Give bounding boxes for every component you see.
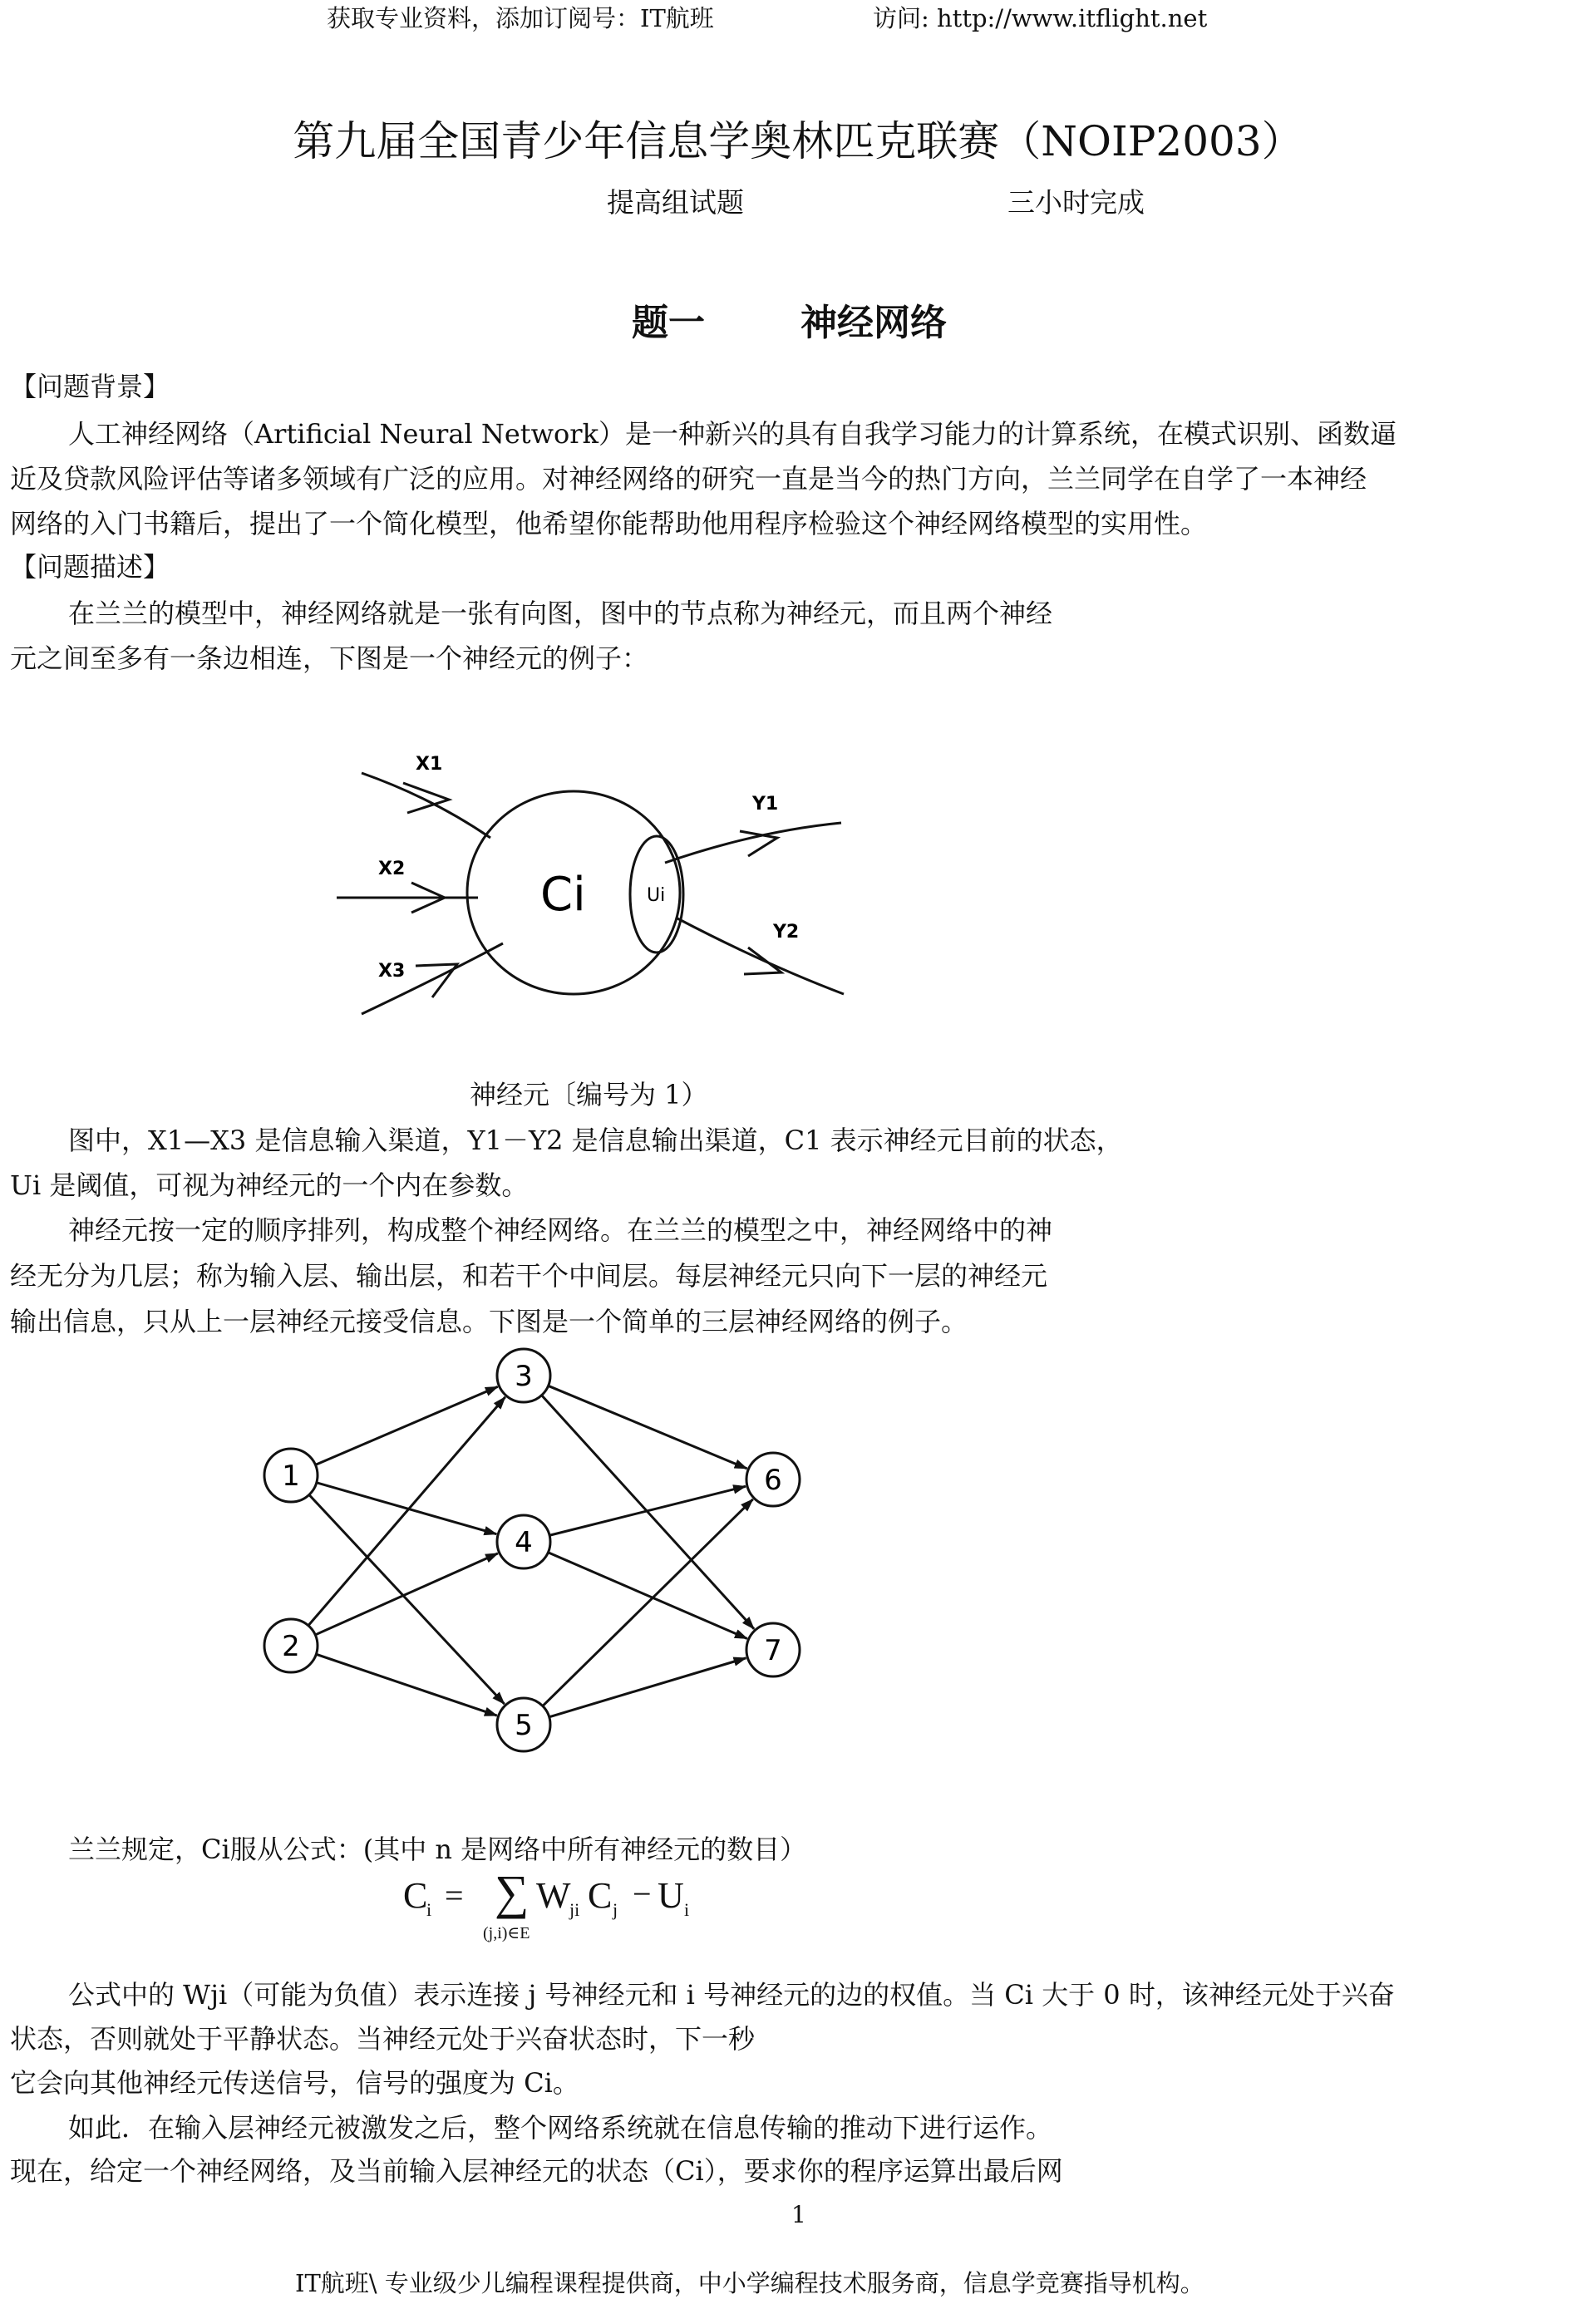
output-y1-arrow [665,823,841,863]
neuron-state-label: Ci [540,868,586,922]
page-number: 1 [791,2201,806,2228]
body-line: 图中，X1—X3 是信息输入渠道，Y1－Y2 是信息输出渠道，C1 表示神经元目前的状态， [68,1125,1123,1156]
formula-threshold-sub: i [684,1899,690,1920]
formula-intro: 兰兰规定，Ci服从公式：(其中 n 是网络中所有神经元的数目） [68,1834,807,1865]
neuron-threshold-label: Ui [647,885,666,906]
network-node-label: 5 [515,1709,533,1742]
network-edge-2-5 [316,1654,496,1716]
header-right: 访问: http://www.itflight.net [873,4,1208,32]
input-x1-label: X1 [416,754,443,775]
question-name: 神经网络 [800,302,947,344]
description-line: 在兰兰的模型中，神经网络就是一张有向图，图中的节点称为神经元，而且两个神经 [68,598,1053,629]
body-line: Ui 是阈值，可视为神经元的一个内在参数。 [10,1169,529,1201]
formula-weight: W [536,1875,571,1916]
body-line: 输出信息，只从上一层神经元接受信息。下图是一个简单的三层神经网络的例子。 [10,1306,968,1337]
formula-block [403,1866,736,1957]
body-line: 现在，给定一个神经网络，及当前输入层神经元的状态（Ci），要求你的程序运算出最后网 [10,2155,1063,2187]
footer-text: IT航班\ 专业级少儿编程课程提供商，中小学编程技术服务商，信息学竞赛指导机构。 [295,2269,1204,2297]
section-background-label: 【问题背景】 [10,371,170,402]
formula-sum-range: (j,i)∈E [483,1924,530,1942]
network-edge-1-5 [309,1494,505,1704]
network-nodes [264,1349,800,1751]
body-line: 经无分为几层；称为输入层、输出层，和若干个中间层。每层神经元只向下一层的神经元 [10,1260,1048,1292]
background-line: 网络的入门书籍后，提出了一个简化模型，他希望你能帮助他用程序检验这个神经网络模型的实用性。 [10,508,1208,539]
network-node-label: 1 [282,1460,300,1493]
formula-threshold: U [658,1875,684,1916]
network-edge-2-4 [315,1553,498,1635]
network-edge-4-6 [549,1486,746,1535]
network-node-label: 6 [764,1464,782,1497]
input-x1-arrow [362,773,490,838]
network-node-label: 2 [282,1630,300,1663]
formula-lhs: C [403,1875,428,1916]
network-edge-1-3 [315,1386,497,1465]
formula-sum-symbol: ∑ [495,1865,530,1919]
network-diagram [241,1342,823,1775]
output-y1-label: Y1 [752,794,779,815]
page-title: 第九届全国青少年信息学奥林匹克联赛（NOIP2003） [293,117,1303,165]
network-edge-3-7 [542,1396,755,1629]
formula-weight-sub: ji [569,1899,580,1920]
body-line: 状态，否则就处于平静状态。当神经元处于兴奋状态时，下一秒 [10,2023,756,2055]
network-node-label: 7 [764,1634,782,1667]
network-edge-4-7 [548,1553,746,1639]
network-edge-3-6 [549,1386,747,1469]
network-edge-1-4 [317,1483,497,1534]
formula-cj: C [588,1875,613,1916]
network-node-label: 3 [515,1360,533,1393]
section-description-label: 【问题描述】 [10,551,170,583]
network-edge-5-7 [549,1658,746,1717]
body-line: 神经元按一定的顺序排列，构成整个神经网络。在兰兰的模型之中，神经网络中的神 [68,1214,1053,1246]
question-number: 题一 [632,302,705,344]
body-line: 公式中的 Wji（可能为负值）表示连接 j 号神经元和 i 号神经元的边的权值。当 Ci 大于 0 时，该神经元处于兴奋 [68,1979,1395,2011]
input-x2-label: X2 [378,859,406,879]
formula-cj-sub: j [613,1899,618,1920]
neuron-figure-caption: 神经元〔编号为 1） [470,1079,708,1110]
output-y2-label: Y2 [773,922,800,943]
network-edge-2-3 [308,1397,505,1626]
description-line: 元之间至多有一条边相连，下图是一个神经元的例子： [10,642,649,674]
formula-lhs-sub: i [426,1899,432,1920]
neuron-diagram [324,740,864,1022]
header-left: 获取专业资料，添加订阅号：IT航班 [327,4,714,32]
background-line: 人工神经网络（Artificial Neural Network）是一种新兴的具有自我学习能力的计算系统，在模式识别、函数逼 [68,418,1396,450]
subtitle-group: 提高组试题 [607,186,744,219]
formula-equals: = [445,1877,464,1914]
background-line: 近及贷款风险评估等诸多领域有广泛的应用。对神经网络的研究一直是当今的热门方向，兰兰同学在自学了一本神经 [10,463,1367,495]
subtitle-time: 三小时完成 [1007,186,1145,219]
body-line: 它会向其他神经元传送信号，信号的强度为 Ci。 [10,2067,579,2099]
input-x3-label: X3 [378,961,406,982]
body-line: 如此．在输入层神经元被激发之后，整个网络系统就在信息传输的推动下进行运作。 [68,2112,1053,2144]
formula-minus: − [633,1875,652,1913]
network-node-label: 4 [515,1526,533,1559]
output-y1-arrowhead [740,831,777,856]
